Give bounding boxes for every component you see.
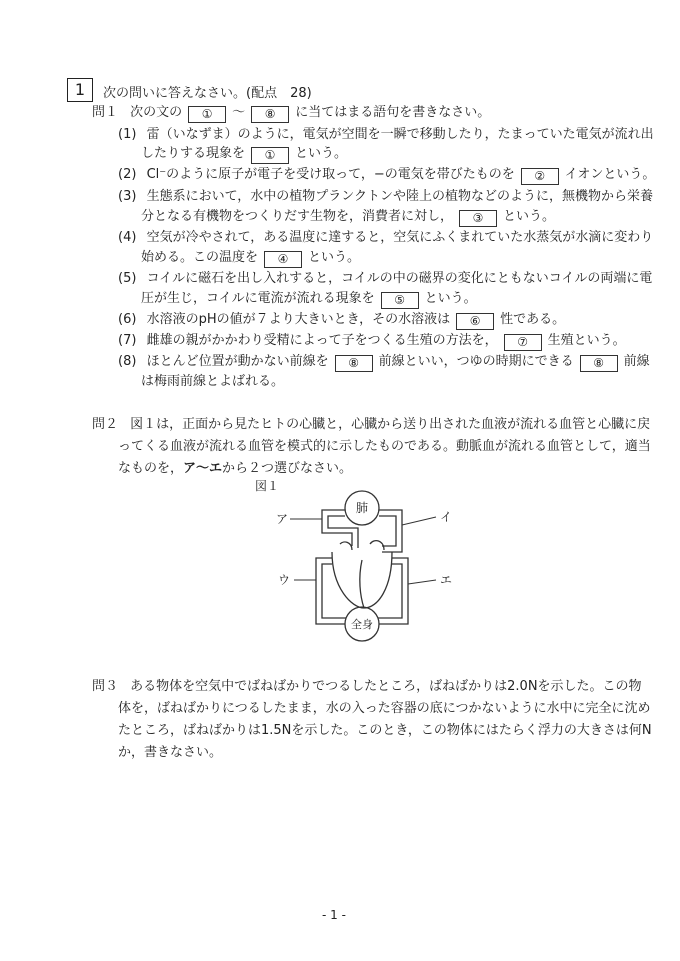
item-text: 空気が冷やされて，ある温度に達すると，空気にふくまれていた水蒸気が水滴に変わり xyxy=(146,230,654,245)
q1-item-1-cont xyxy=(141,143,347,165)
answer-box: ② xyxy=(521,168,559,185)
item-text: 生殖という。 xyxy=(547,333,626,348)
item-text: 生態系において，水中の植物プランクトンや陸上の植物などのように，無機物から栄養 xyxy=(146,189,654,204)
vessel-e xyxy=(379,558,408,624)
answer-box: ④ xyxy=(264,251,302,268)
body-label: 全身 xyxy=(351,618,373,631)
item-text: 性である。 xyxy=(500,312,566,327)
item-text: Cl⁻のように原子が電子を受け取って，−の電気を帯びたものを xyxy=(146,167,515,182)
answer-box: ⑦ xyxy=(504,334,542,351)
q1-item-4 xyxy=(118,227,653,249)
item-number: (8) xyxy=(118,354,137,369)
answer-box: ⑤ xyxy=(381,292,419,309)
question-header: 次の問いに答えなさい。(配点 28) xyxy=(103,86,312,101)
q3-label: 問３ xyxy=(92,679,119,694)
item-text: という。 xyxy=(424,291,477,306)
q1-tilde: 〜 xyxy=(232,105,246,120)
q1-item-3-cont xyxy=(141,206,555,228)
q1-item-8-cont xyxy=(141,371,284,393)
q2-text: から２つ選びなさい。 xyxy=(222,461,353,476)
q1-item-6 xyxy=(118,309,565,331)
answer-box: ① xyxy=(251,147,289,164)
answer-box: ⑧ xyxy=(580,355,618,372)
vessel-u xyxy=(316,558,345,624)
q1-stem xyxy=(92,102,490,124)
question-number-box: 1 xyxy=(67,78,93,102)
answer-box: ⑥ xyxy=(456,313,494,330)
item-text: という。 xyxy=(295,146,348,161)
item-number: (2) xyxy=(118,167,137,182)
q2-line-1 xyxy=(92,414,650,436)
answer-box: ⑧ xyxy=(335,355,373,372)
item-text: 前線といい，つゆの時期にできる xyxy=(378,354,574,369)
leader-i xyxy=(402,517,436,525)
item-text: イオンという。 xyxy=(564,167,656,182)
q2-line-2: ってくる血液が流れる血管を模式的に示したものである。動脈血が流れる血管として，適当 xyxy=(118,439,651,454)
page-number: - 1 - xyxy=(322,908,346,922)
item-text: は梅雨前線とよばれる。 xyxy=(141,374,285,389)
item-text: したりする現象を xyxy=(141,146,246,161)
q1-item-8 xyxy=(118,351,650,373)
answer-box-last: ⑧ xyxy=(251,106,289,123)
item-number: (4) xyxy=(118,230,137,245)
label-i: イ xyxy=(440,510,453,524)
label-e: エ xyxy=(440,573,453,587)
q2-text: 図１は，正面から見たヒトの心臓と，心臓から送り出された血液が流れる血管と心臓に戻 xyxy=(130,417,651,432)
item-text: 前線 xyxy=(623,354,650,369)
q1-item-4-cont xyxy=(141,247,360,269)
item-number: (1) xyxy=(118,127,137,142)
item-text: という。 xyxy=(503,209,556,224)
item-text: 圧が生じ，コイルに電流が流れる現象を xyxy=(141,291,375,306)
item-number: (5) xyxy=(118,271,137,286)
figure-title: 図１ xyxy=(255,479,280,493)
q1-stem-pre: 次の文の xyxy=(130,105,183,120)
item-number: (6) xyxy=(118,312,137,327)
item-text: 雷（いなずま）のように，電気が空間を一瞬で移動したり，たまっていた電気が流れ出 xyxy=(146,127,654,142)
item-number: (7) xyxy=(118,333,137,348)
q3-line-3: たところ，ばねばかりは1.5Nを示した。このとき，この物体にはたらく浮力の大きさは何N xyxy=(118,723,652,738)
item-text: 分となる有機物をつくりだす生物を，消費者に対し， xyxy=(141,209,454,224)
item-number: (3) xyxy=(118,189,137,204)
item-text: コイルに磁石を出し入れすると，コイルの中の磁界の変化にともないコイルの両端に電 xyxy=(146,271,653,286)
q3-text: ある物体を空気中でばねばかりでつるしたところ，ばねばかりは2.0Nを示した。この物 xyxy=(130,679,642,694)
lung-label: 肺 xyxy=(355,501,369,515)
label-a: ア xyxy=(276,512,289,526)
q1-item-5 xyxy=(118,268,652,290)
q2-line-3 xyxy=(118,458,352,480)
q1-item-2 xyxy=(118,164,655,186)
q1-label: 問１ xyxy=(92,105,119,120)
item-text: という。 xyxy=(308,250,361,265)
item-text: ほとんど位置が動かない前線を xyxy=(146,354,329,369)
leader-e xyxy=(408,580,436,584)
q1-item-3 xyxy=(118,186,653,208)
item-text: 雌雄の親がかかわり受精によって子をつくる生殖の方法を， xyxy=(146,333,498,348)
item-text: 水溶液のpHの値が７より大きいとき，その水溶液は xyxy=(146,312,451,327)
q1-item-5-cont xyxy=(141,288,477,310)
q3-line-4: か，書きなさい。 xyxy=(118,745,223,760)
heart-diagram xyxy=(260,488,460,653)
q3-line-2: 体を，ばねばかりにつるしたまま，水の入った容器の底につかないように水中に完全に沈め xyxy=(118,701,651,716)
q2-label: 問２ xyxy=(92,417,119,432)
q1-stem-post: に当てはまる語句を書きなさい。 xyxy=(295,105,491,120)
q2-choices: ア〜エ xyxy=(183,461,223,476)
q2-text: なものを， xyxy=(118,461,184,476)
q1-item-7 xyxy=(118,330,626,352)
q3-line-1 xyxy=(92,676,642,698)
answer-box: ③ xyxy=(459,210,497,227)
label-u: ウ xyxy=(278,573,291,587)
answer-box-first: ① xyxy=(188,106,226,123)
item-text: 始める。この温度を xyxy=(141,250,259,265)
